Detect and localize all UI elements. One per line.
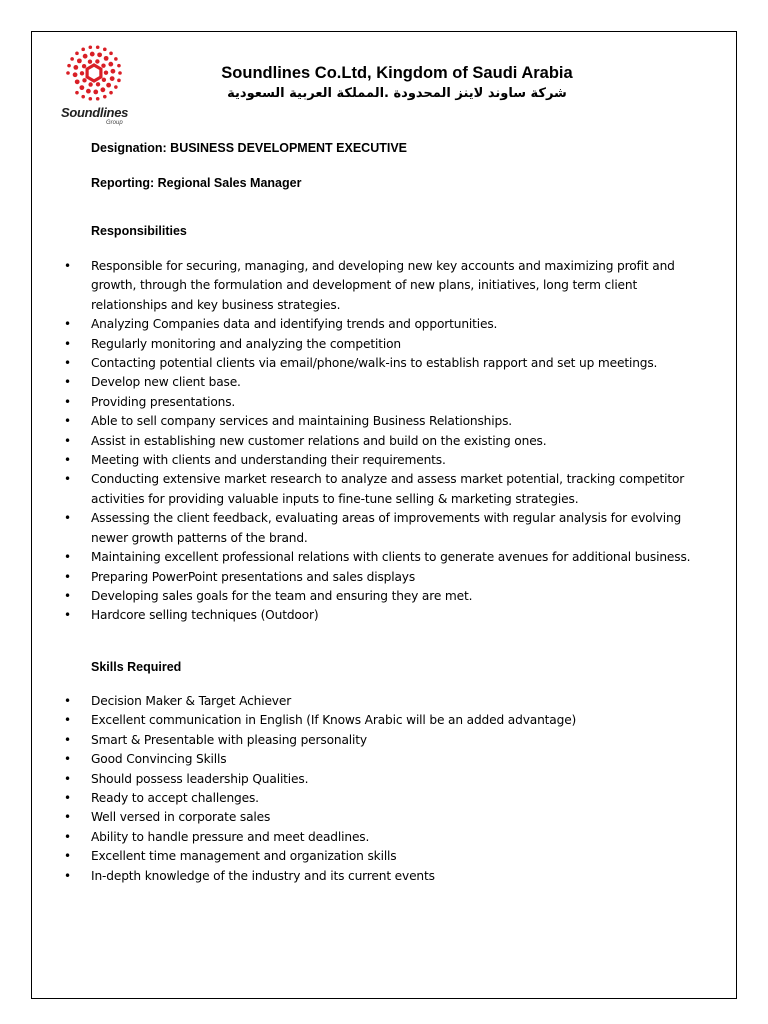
responsibilities-heading: Responsibilities: [91, 224, 187, 238]
bullet-icon: •: [64, 259, 71, 273]
bullet-icon: •: [64, 336, 71, 351]
bullet-icon: •: [64, 394, 71, 409]
list-item: [58, 770, 698, 789]
list-item: [58, 750, 698, 769]
list-item-text: Able to sell company services and maintaining Business Relationships.: [91, 414, 512, 429]
list-item-text: Providing presentations.: [91, 394, 236, 409]
list-item-text: Ability to handle pressure and meet deadlines.: [91, 829, 370, 844]
logo-dot: [70, 57, 74, 61]
list-item: [58, 432, 698, 451]
list-item: [58, 828, 698, 847]
list-item: [58, 412, 698, 431]
list-item-text: Excellent time management and organization skills: [91, 849, 397, 864]
list-item-text: Should possess leadership Qualities.: [91, 771, 309, 786]
list-item-text: Conducting extensive market research to analyze and assess market potential, tracking competitor activities for providing valuable inputs to fine-tune selling & marketing strategies.: [91, 472, 685, 506]
bullet-icon: •: [64, 433, 71, 448]
logo-dot: [75, 52, 79, 56]
bullet-icon: •: [64, 849, 71, 864]
reporting-line: Reporting: Regional Sales Manager: [91, 176, 302, 190]
bullet-icon: •: [64, 713, 71, 728]
bullet-icon: •: [64, 752, 71, 767]
logo-dot: [109, 52, 113, 56]
list-item-text: Maintaining excellent professional relations with clients to generate avenues for additional business.: [91, 550, 691, 565]
list-item-text: Hardcore selling techniques (Outdoor): [91, 608, 319, 623]
list-item: [58, 711, 698, 730]
list-item-text: Ready to accept challenges.: [91, 791, 259, 806]
list-item: [58, 587, 698, 606]
bullet-icon: •: [64, 375, 71, 390]
list-item-text: Assist in establishing new customer relations and build on the existing ones.: [91, 433, 547, 448]
bullet-icon: •: [64, 472, 71, 487]
list-item-text: Developing sales goals for the team and ensuring they are met.: [91, 588, 473, 603]
bullet-icon: •: [64, 569, 71, 584]
list-item-text: Well versed in corporate sales: [91, 810, 271, 825]
bullet-icon: •: [64, 414, 71, 429]
list-item-text: Preparing PowerPoint presentations and sales displays: [91, 569, 416, 584]
logo-dot: [90, 52, 95, 57]
list-item: [58, 451, 698, 470]
list-item-text: Excellent communication in English (If Knows Arabic will be an added advantage): [91, 713, 577, 728]
skills-heading: Skills Required: [91, 660, 182, 674]
list-item-text: Decision Maker & Target Achiever: [91, 694, 292, 708]
bullet-icon: •: [64, 810, 71, 825]
list-item-text: Contacting potential clients via email/phone/walk-ins to establish rapport and set up meetings.: [91, 356, 658, 371]
bullet-icon: •: [64, 453, 71, 468]
list-item: [58, 257, 698, 315]
designation-line: Designation: BUSINESS DEVELOPMENT EXECUTIVE: [91, 141, 408, 155]
logo-dot: [89, 45, 93, 49]
list-item: [58, 354, 698, 373]
logo-dot: [104, 56, 109, 61]
list-item: [58, 470, 698, 509]
list-item: [58, 373, 698, 392]
list-item: [58, 568, 698, 587]
list-item: [58, 315, 698, 334]
list-item-text: Assessing the client feedback, evaluating areas of improvements with regular analysis for evolving newer growth patterns of the brand.: [91, 511, 682, 545]
bullet-icon: •: [64, 550, 71, 565]
list-item: [58, 393, 698, 412]
list-item: [58, 789, 698, 808]
list-item: [58, 808, 698, 827]
list-item-text: Smart & Presentable with pleasing personality: [91, 732, 367, 747]
list-item: [58, 509, 698, 548]
bullet-icon: •: [64, 694, 71, 708]
bullet-icon: •: [64, 732, 71, 747]
list-item: [58, 731, 698, 750]
logo-dot: [83, 54, 88, 59]
bullet-icon: •: [64, 868, 71, 883]
bullet-icon: •: [64, 356, 71, 371]
list-item-text: Responsible for securing, managing, and developing new key accounts and maximizing profit and growth, through the formulation and development of new plans, initiatives, long term client relationships and key business strategies.: [91, 259, 675, 312]
list-item-text: Meeting with clients and understanding their requirements.: [91, 453, 446, 468]
bullet-icon: •: [64, 771, 71, 786]
bullet-icon: •: [64, 511, 71, 526]
list-item: [58, 692, 698, 711]
list-item: [58, 867, 698, 886]
logo-dot: [97, 52, 102, 57]
list-item: [58, 606, 698, 625]
bullet-icon: •: [64, 608, 71, 623]
logo-dot: [77, 58, 82, 63]
logo-dot: [96, 45, 100, 49]
list-item: [58, 335, 698, 354]
list-item-text: Good Convincing Skills: [91, 752, 227, 767]
logo-brand-text: Soundlines: [61, 105, 129, 120]
logo-dot: [81, 48, 85, 52]
logo-group-text: Group: [106, 120, 123, 126]
list-item-text: In-depth knowledge of the industry and its current events: [91, 868, 435, 883]
bullet-icon: •: [64, 317, 71, 332]
list-item-text: Analyzing Companies data and identifying trends and opportunities.: [91, 317, 498, 332]
bullet-icon: •: [64, 829, 71, 844]
list-item-text: Develop new client base.: [91, 375, 241, 390]
responsibilities-list: [58, 257, 698, 626]
list-item: [58, 548, 698, 567]
logo-dot: [103, 48, 107, 52]
company-name-english: Soundlines Co.Ltd, Kingdom of Saudi Arabia: [221, 64, 573, 82]
list-item: [58, 847, 698, 866]
list-item-text: Regularly monitoring and analyzing the competition: [91, 336, 401, 351]
logo-dot: [114, 57, 118, 61]
company-name-arabic: شركة ساوند لاينز المحدودة .المملكة العربية السعودية: [227, 86, 567, 101]
bullet-icon: •: [64, 588, 71, 603]
skills-list: [58, 692, 698, 886]
bullet-icon: •: [64, 791, 71, 806]
